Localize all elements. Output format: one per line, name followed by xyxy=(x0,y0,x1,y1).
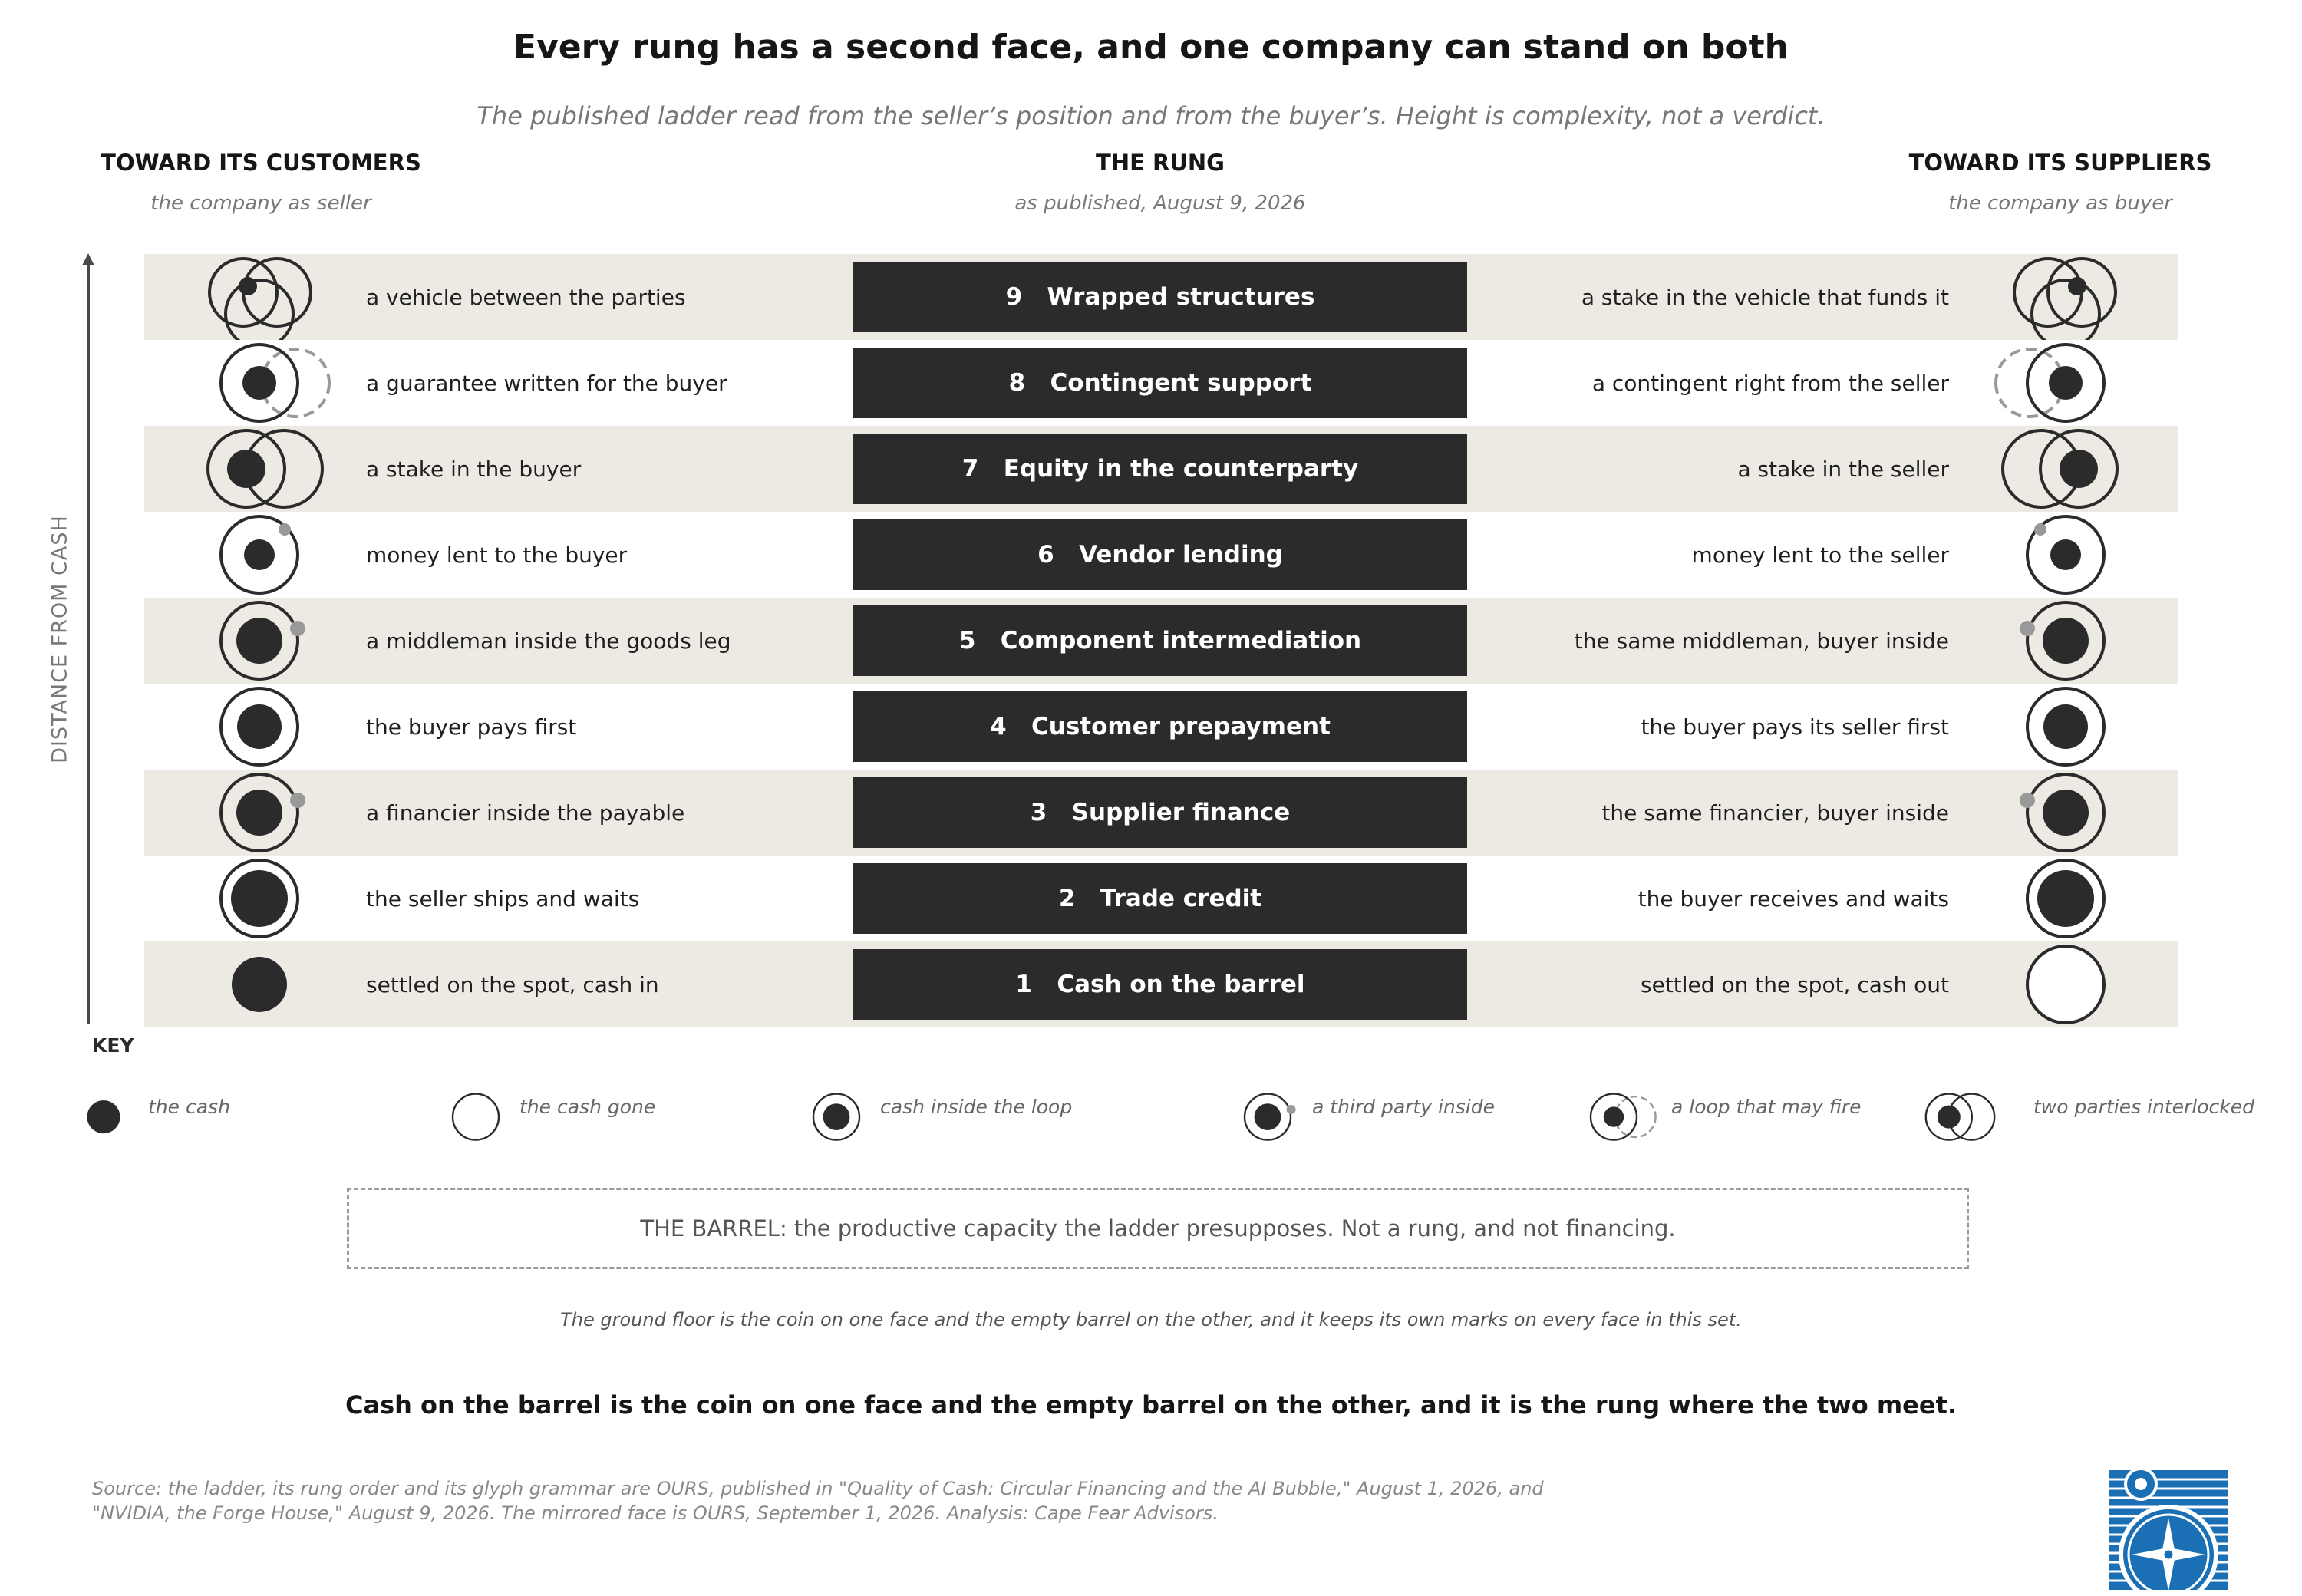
page-subtitle: The published ladder read from the seller’s position and from the buyer’s. Height is complexity, not a verdict. xyxy=(477,101,1825,130)
rung-label: 6 Vendor lending xyxy=(853,519,1467,590)
left-face-text: a stake in the buyer xyxy=(366,456,582,482)
key-glyph-interlocked-icon xyxy=(1911,1091,2003,1143)
left-glyph-third-party-shaded-icon xyxy=(183,598,336,684)
left-face-text: a guarantee written for the buyer xyxy=(366,370,727,396)
right-glyph-third-party-shaded-icon xyxy=(1989,598,2142,684)
rung-label: 3 Supplier finance xyxy=(853,777,1467,848)
right-column-subheading: the company as buyer xyxy=(1948,192,2172,215)
rung-label: 7 Equity in the counterparty xyxy=(853,434,1467,504)
left-face-text: settled on the spot, cash in xyxy=(366,971,659,998)
right-glyph-small-cash-third-party-icon xyxy=(1989,512,2142,598)
right-face-text: a contingent right from the seller xyxy=(1591,370,1949,396)
left-column-subheading: the company as seller xyxy=(150,192,371,215)
left-glyph-large-cash-in-loop-icon xyxy=(183,856,336,941)
left-column-heading: TOWARD ITS CUSTOMERS xyxy=(101,150,421,176)
right-glyph-interlocked-icon xyxy=(1989,426,2142,512)
right-glyph-third-party-shaded-icon xyxy=(1989,770,2142,856)
right-face-text: a stake in the seller xyxy=(1737,456,1949,482)
key-label: KEY xyxy=(92,1034,134,1057)
key-item-label: the cash gone xyxy=(519,1096,656,1118)
barrel-text: THE BARREL: the productive capacity the ladder presupposes. Not a rung, and not financing. xyxy=(640,1215,1676,1242)
left-glyph-interlocked-icon xyxy=(183,426,336,512)
left-face-text: the seller ships and waits xyxy=(366,885,640,912)
left-face-text: a middleman inside the goods leg xyxy=(366,628,731,654)
left-glyph-triple-loop-icon xyxy=(183,254,336,340)
right-glyph-triple-loop-icon xyxy=(1989,254,2142,340)
left-face-text: money lent to the buyer xyxy=(366,542,628,568)
key-item-label: two parties interlocked xyxy=(2033,1096,2255,1118)
left-face-text: the buyer pays first xyxy=(366,714,577,740)
left-face-text: a vehicle between the parties xyxy=(366,284,686,310)
left-glyph-third-party-shaded-icon xyxy=(183,770,336,856)
right-face-text: the same financier, buyer inside xyxy=(1601,800,1949,826)
right-glyph-large-cash-in-loop-icon xyxy=(1989,856,2142,941)
rung-label: 2 Trade credit xyxy=(853,863,1467,934)
page-title: Every rung has a second face, and one company can stand on both xyxy=(513,28,1789,67)
barrel-box xyxy=(347,1188,1969,1269)
right-face-text: money lent to the seller xyxy=(1691,542,1949,568)
left-glyph-cash-in-loop-icon xyxy=(183,684,336,770)
key-item-label: cash inside the loop xyxy=(880,1096,1073,1118)
left-glyph-cash-icon xyxy=(183,941,336,1027)
rung-label: 8 Contingent support xyxy=(853,348,1467,418)
right-face-text: settled on the spot, cash out xyxy=(1641,971,1949,998)
right-face-text: the buyer receives and waits xyxy=(1637,885,1949,912)
rung-label: 9 Wrapped structures xyxy=(853,262,1467,332)
key-item-label: a loop that may fire xyxy=(1671,1096,1862,1118)
key-item-label: the cash xyxy=(148,1096,230,1118)
left-glyph-small-cash-third-party-icon xyxy=(183,512,336,598)
right-face-text: the same middleman, buyer inside xyxy=(1574,628,1949,654)
ground-floor-note: The ground floor is the coin on one face and the empty barrel on the other, and it keeps its own marks on every face in this set. xyxy=(560,1309,1742,1331)
right-glyph-cash-gone-icon xyxy=(1989,941,2142,1027)
key-item-label: a third party inside xyxy=(1312,1096,1495,1118)
key-glyph-cash-icon xyxy=(58,1091,150,1143)
axis-label: DISTANCE FROM CASH xyxy=(48,515,72,763)
center-column-heading: THE RUNG xyxy=(1096,150,1225,176)
key-glyph-third-party-icon xyxy=(1222,1091,1314,1143)
left-glyph-contingent-loop-icon xyxy=(183,340,336,426)
right-glyph-contingent-loop-icon xyxy=(1989,340,2142,426)
key-glyph-contingent-loop-icon xyxy=(1568,1091,1660,1143)
source-note: Source: the ladder, its rung order and its glyph grammar are OURS, published in "Quality of Cash: Circular Financing and the AI Bubble," August 1, 2026, and "NVIDIA, the Forge House," August 9, 2026. The mirrored face is OURS, September 1, 2026. Analysis: Cape Fear Advisors. xyxy=(92,1478,1544,1524)
right-face-text: the buyer pays its seller first xyxy=(1641,714,1949,740)
takeaway: Cash on the barrel is the coin on one face and the empty barrel on the other, and it is the rung where the two meet. xyxy=(345,1390,1957,1420)
left-face-text: a financier inside the payable xyxy=(366,800,685,826)
compass-logo xyxy=(2109,1470,2228,1590)
key-glyph-cash-gone-icon xyxy=(430,1091,522,1143)
right-face-text: a stake in the vehicle that funds it xyxy=(1581,284,1949,310)
center-column-subheading: as published, August 9, 2026 xyxy=(1014,192,1306,215)
key-glyph-cash-in-loop-icon xyxy=(790,1091,882,1143)
rung-label: 4 Customer prepayment xyxy=(853,691,1467,762)
rung-label: 5 Component intermediation xyxy=(853,605,1467,676)
rung-label: 1 Cash on the barrel xyxy=(853,949,1467,1020)
right-column-heading: TOWARD ITS SUPPLIERS xyxy=(1908,150,2212,176)
right-glyph-cash-in-loop-icon xyxy=(1989,684,2142,770)
distance-axis-arrow xyxy=(77,253,100,1028)
